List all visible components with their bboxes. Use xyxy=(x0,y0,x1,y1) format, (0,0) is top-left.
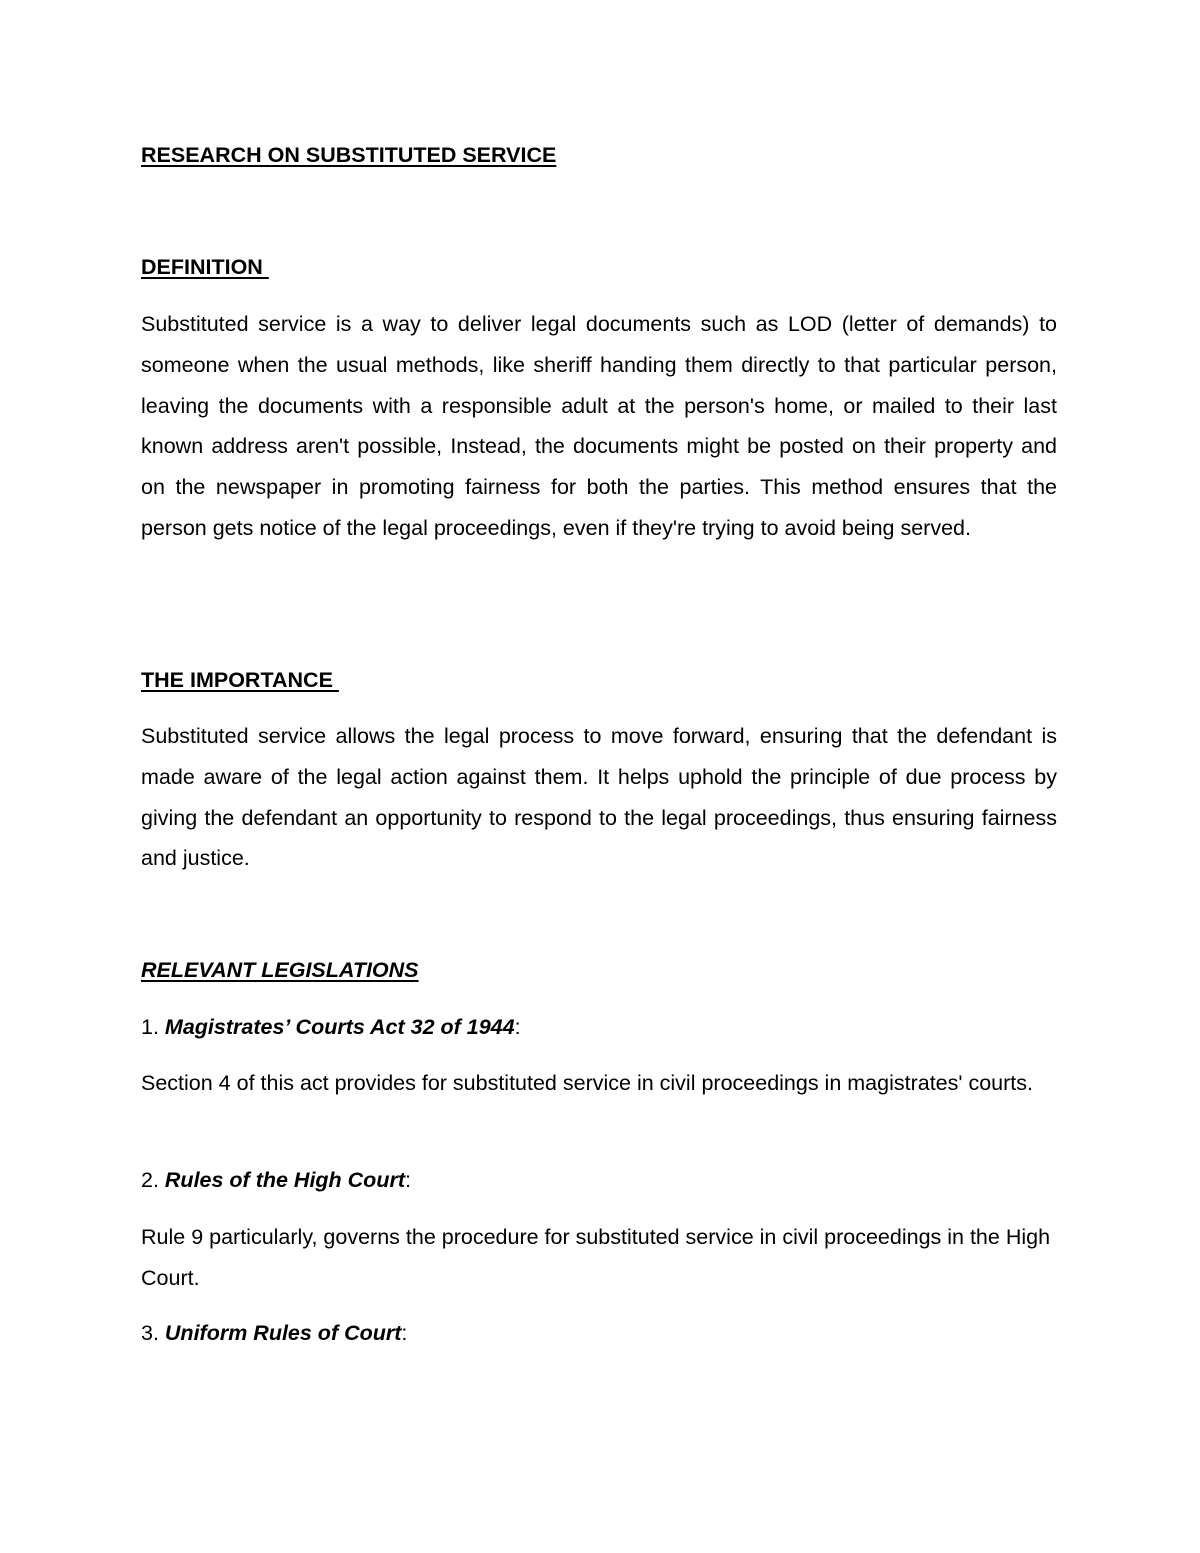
legislation-item-3 xyxy=(141,1321,407,1347)
legislation-item-1 xyxy=(141,1015,521,1041)
legislation-description-2: Rule 9 particularly, governs the procedure for substituted service in civil proceedings in the High Court. xyxy=(141,1225,1051,1290)
document-page xyxy=(141,0,1057,1553)
act-name: Magistrates’ Courts Act 32 of 1944 xyxy=(164,1015,515,1039)
act-name: Uniform Rules of Court xyxy=(164,1321,402,1345)
item-number: 2. xyxy=(141,1168,165,1192)
item-suffix: : xyxy=(404,1168,411,1192)
legislation-item-2 xyxy=(141,1168,411,1194)
legislation-description-1: Section 4 of this act provides for substituted service in civil proceedings in magistrates' courts. xyxy=(141,1071,1033,1095)
item-suffix: : xyxy=(514,1015,521,1039)
act-name: Rules of the High Court xyxy=(164,1168,405,1192)
legislations-heading: RELEVANT LEGISLATIONS xyxy=(141,958,419,982)
definition-heading: DEFINITION xyxy=(141,255,269,279)
item-number: 3. xyxy=(141,1321,165,1345)
document-title: RESEARCH ON SUBSTITUTED SERVICE xyxy=(141,143,557,167)
importance-heading: THE IMPORTANCE xyxy=(141,668,339,692)
item-suffix: : xyxy=(401,1321,408,1345)
item-number: 1. xyxy=(141,1015,165,1039)
definition-paragraph: Substituted service is a way to deliver legal documents such as LOD (letter of demands) to someone when the usual methods, like sheriff handing them directly to that particular person, leaving the documents with a responsible adult at the person's home, or mailed to their last known address aren't possible, Instead, the documents might be posted on their property and on the newspaper in promoting fairness for both the parties. This method ensures that the person gets notice of the legal proceedings, even if they're trying to avoid being served. xyxy=(141,312,1057,540)
importance-paragraph: Substituted service allows the legal process to move forward, ensuring that the defendant is made aware of the legal action against them. It helps uphold the principle of due process by giving the defendant an opportunity to respond to the legal proceedings, thus ensuring fairness and justice. xyxy=(141,724,1057,871)
